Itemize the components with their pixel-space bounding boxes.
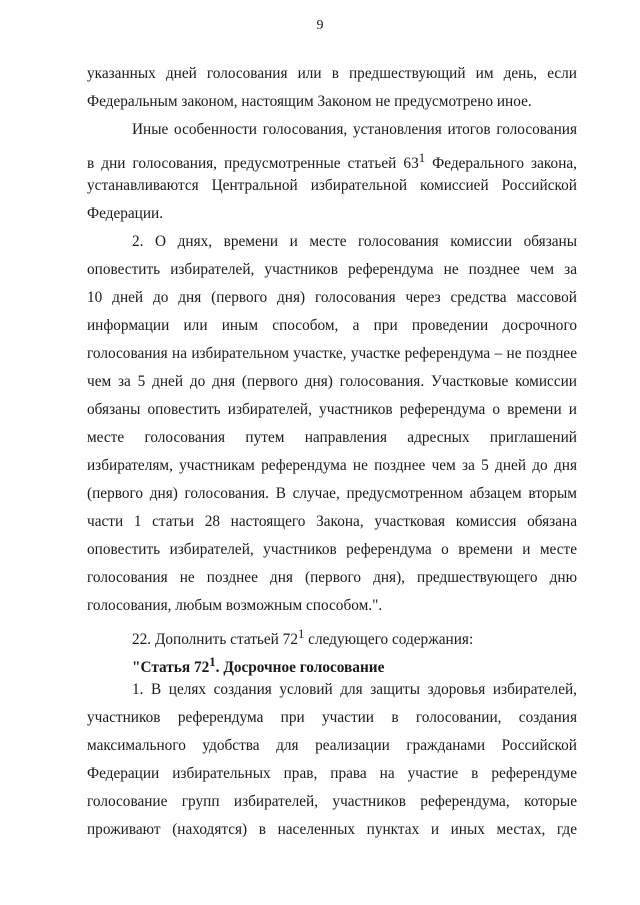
text-line: 22. Дополнить статьей $72^1$ следующего содержания: xyxy=(132,627,474,649)
text-line: в дни голосования, предусмотренные статьей $63^1$ Федерального закона, xyxy=(87,151,577,173)
text-line: Федерации избирательных прав, права на участие в референдуме xyxy=(87,765,577,782)
superscript: 1 xyxy=(418,151,426,165)
text-line: Иные особенности голосования, установления итогов голосования xyxy=(132,121,577,138)
text-line: чем за 5 дней до дня (первого дня) голосования. Участковые комиссии xyxy=(87,373,577,390)
text-line: 2. О днях, времени и месте голосования комиссии обязаны xyxy=(132,233,577,250)
text-line: участников референдума при участии в голосовании, создания xyxy=(87,709,577,726)
text-line: устанавливаются Центральной избирательной комиссией Российской xyxy=(87,177,577,194)
superscript: 1 xyxy=(209,655,216,669)
text-line: голосования на избирательном участке, участке референдума – не позднее xyxy=(87,345,577,362)
text-line: голосования не позднее дня (первого дня), предшествующего дню xyxy=(87,569,577,586)
text-line: (первого дня) голосования. В случае, предусмотренном абзацем вторым xyxy=(87,485,577,502)
text-line: месте голосования путем направления адресных приглашений xyxy=(87,429,577,446)
text-line: 1. В целях создания условий для защиты здоровья избирателей, xyxy=(132,681,577,698)
text-line: избирателям, участникам референдума не позднее чем за 5 дней до дня xyxy=(87,457,577,474)
text-line: части 1 статьи 28 настоящего Закона, участковая комиссия обязана xyxy=(87,513,577,530)
page-number: 9 xyxy=(316,18,324,33)
text-line: оповестить избирателей, участников референдума о времени и месте xyxy=(87,541,577,558)
text-line: информации или иным способом, а при проведении досрочного xyxy=(87,317,577,334)
text-line: 10 дней до дня (первого дня) голосования через средства массовой xyxy=(87,289,577,306)
superscript: 1 xyxy=(297,627,305,641)
text-line: Федеральным законом, настоящим Законом не предусмотрено иное. xyxy=(87,93,532,110)
text-line: обязаны оповестить избирателей, участников референдума о времени и xyxy=(87,401,577,418)
text-line: оповестить избирателей, участников референдума не позднее чем за xyxy=(87,261,577,278)
text-line: проживают (находятся) в населенных пунктах и иных местах, где xyxy=(87,821,577,838)
text-line: Федерации. xyxy=(87,205,164,222)
text-line: голосование групп избирателей, участников референдума, которые xyxy=(87,793,577,810)
text-line: максимального удобства для реализации гражданами Российской xyxy=(87,737,577,754)
text-line: голосования, любым возможным способом.". xyxy=(87,597,383,614)
article-heading: "Статья $72^1$. Досрочное голосование xyxy=(132,655,385,677)
text-line: указанных дней голосования или в предшествующий им день, если xyxy=(87,65,577,82)
